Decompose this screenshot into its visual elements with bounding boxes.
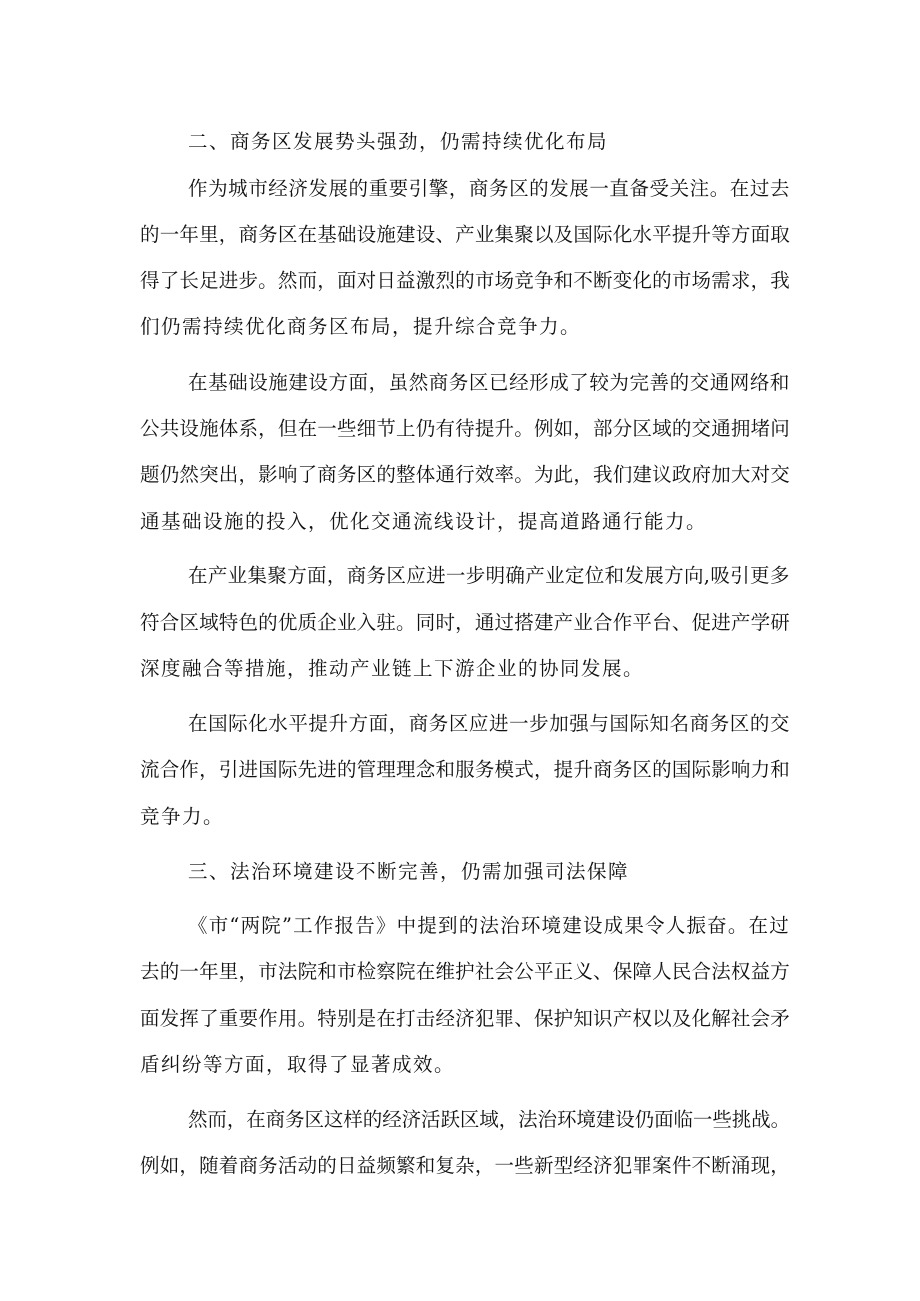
paragraph-line: 公共设施体系，但在一些细节上仍有待提升。例如，部分区域的交通拥堵问 bbox=[140, 417, 791, 440]
paragraph-line: 在基础设施建设方面，虽然商务区已经形成了较为完善的交通网络和 bbox=[188, 371, 791, 394]
paragraph-line: 深度融合等措施，推动产业链上下游企业的协同发展。 bbox=[140, 657, 645, 680]
paragraph-line: 《市“两院”工作报告》中提到的法治环境建设成果令人振奋。在过 bbox=[188, 914, 790, 937]
paragraph-line: 得了长足进步。然而，面对日益激烈的市场竞争和不断变化的市场需求，我 bbox=[140, 269, 791, 292]
paragraph-line: 盾纠纷等方面，取得了显著成效。 bbox=[140, 1053, 456, 1076]
paragraph-line: 符合区域特色的优质企业入驻。同时，通过搭建产业合作平台、促进产学研 bbox=[140, 611, 791, 634]
paragraph-line: 面发挥了重要作用。特别是在打击经济犯罪、保护知识产权以及化解社会矛 bbox=[140, 1007, 791, 1030]
paragraph-line: 的一年里，商务区在基础设施建设、产业集聚以及国际化水平提升等方面取 bbox=[140, 223, 791, 246]
paragraph-line: 例如，随着商务活动的日益频繁和复杂，一些新型经济犯罪案件不断涌现， bbox=[140, 1154, 791, 1177]
paragraph-line: 去的一年里，市法院和市检察院在维护社会公平正义、保障人民合法权益方 bbox=[140, 960, 791, 983]
paragraph-line: 们仍需持续优化商务区布局，提升综合竞争力。 bbox=[140, 315, 582, 338]
paragraph-line: 在国际化水平提升方面，商务区应进一步加强与国际知名商务区的交 bbox=[188, 712, 791, 735]
paragraph-line: 在产业集聚方面，商务区应进一步明确产业定位和发展方向,吸引更多 bbox=[188, 564, 790, 587]
paragraph-line: 作为城市经济发展的重要引擎，商务区的发展一直备受关注。在过去 bbox=[188, 177, 791, 200]
section-heading-3: 三、法治环境建设不断完善，仍需加强司法保障 bbox=[188, 860, 630, 883]
paragraph-line: 通基础设施的投入，优化交通流线设计，提高道路通行能力。 bbox=[140, 510, 708, 533]
paragraph-line: 然而，在商务区这样的经济活跃区域，法治环境建设仍面临一些挑战。 bbox=[188, 1108, 791, 1131]
section-heading-2: 二、商务区发展势头强劲，仍需持续优化布局 bbox=[188, 130, 609, 153]
paragraph-line: 竞争力。 bbox=[140, 805, 225, 828]
paragraph-line: 题仍然突出，影响了商务区的整体通行效率。为此，我们建议政府加大对交 bbox=[140, 463, 791, 486]
paragraph-line: 流合作，引进国际先进的管理理念和服务模式，提升商务区的国际影响力和 bbox=[140, 758, 791, 781]
